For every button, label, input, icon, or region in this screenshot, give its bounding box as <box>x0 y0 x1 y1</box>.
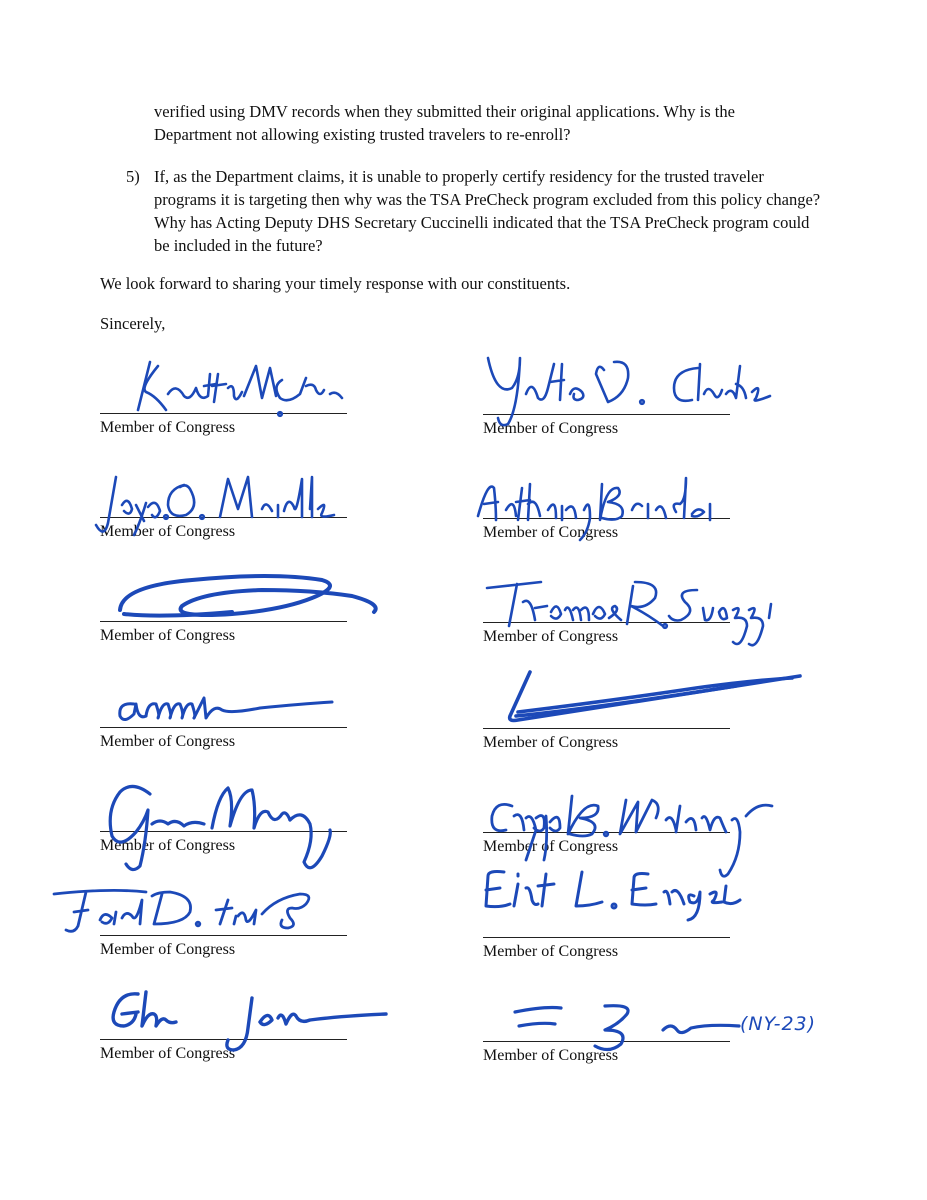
district-annotation: (NY-23) <box>740 1013 817 1035</box>
signature-caption: Member of Congress <box>100 733 236 750</box>
signature-line <box>483 728 730 729</box>
signature-image <box>100 980 390 1060</box>
signature-caption: Member of Congress <box>100 837 236 854</box>
signature-caption: Member of Congress <box>100 419 236 436</box>
signature-image <box>478 862 778 922</box>
signature-caption: Member of Congress <box>483 943 619 960</box>
signature-caption: Member of Congress <box>483 838 619 855</box>
signature-caption: Member of Congress <box>483 628 619 645</box>
signature-image <box>110 674 340 734</box>
signature-image <box>485 568 785 658</box>
signature-image <box>50 880 320 940</box>
signature-caption: Member of Congress <box>100 1045 236 1062</box>
signature-image <box>470 466 770 546</box>
signature-image <box>112 562 392 642</box>
signature-caption: Member of Congress <box>483 734 619 751</box>
continuation-paragraph: verified using DMV records when they submitted their original applications. Why is the Department not allowing existing trusted travelers to re-enroll? <box>154 102 735 144</box>
salutation: Sincerely, <box>100 314 166 333</box>
question-number: 5) <box>126 167 140 186</box>
signature-image <box>496 664 806 728</box>
signature-caption: Member of Congress <box>100 627 236 644</box>
signature-caption: Member of Congress <box>100 941 236 958</box>
question-text: If, as the Department claims, it is unable to properly certify residency for the trusted traveler programs it is targeting then why was the TSA PreCheck program excluded from this policy change? Why has Acting Deputy DHS Secretary Cuccinelli indicated that the TSA PreCheck program could be included in the future? <box>154 167 821 255</box>
signature-line <box>483 937 730 938</box>
signature-image <box>90 465 340 545</box>
signature-image <box>96 770 346 880</box>
signature-caption: Member of Congress <box>100 523 236 540</box>
question-5 <box>126 165 826 257</box>
signature-caption: Member of Congress <box>483 420 619 437</box>
signature-caption: Member of Congress <box>483 524 619 541</box>
signature-image <box>495 996 745 1056</box>
signature-image <box>478 348 778 428</box>
signature-image <box>110 352 360 422</box>
closing-statement: We look forward to sharing your timely response with our constituents. <box>100 274 571 293</box>
signature-caption: Member of Congress <box>483 1047 619 1064</box>
